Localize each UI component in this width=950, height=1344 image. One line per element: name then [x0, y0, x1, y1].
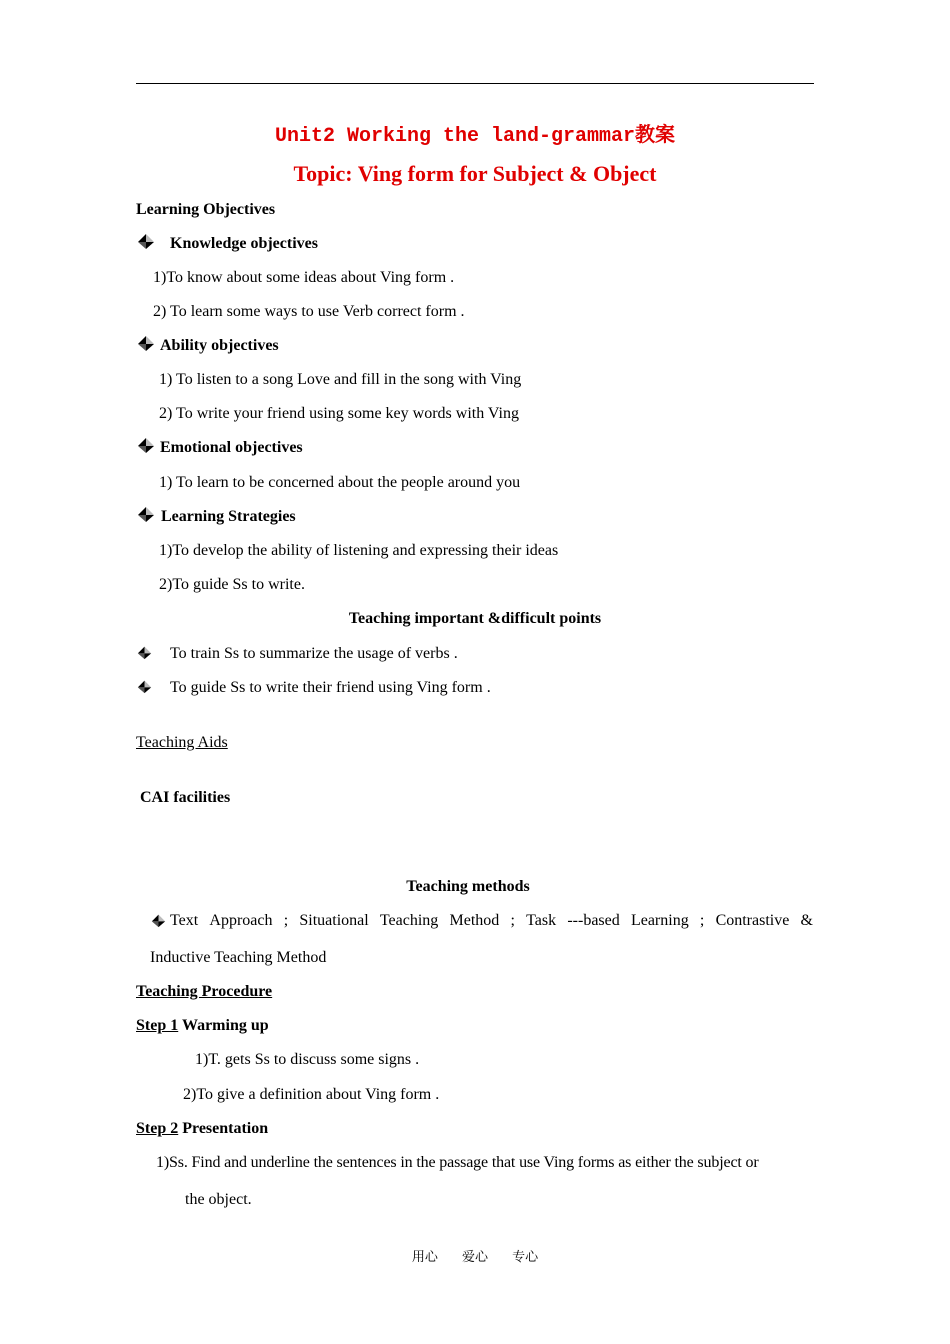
footer-word-2: 爱心 — [461, 1250, 488, 1265]
method-word: ; — [699, 912, 705, 929]
method-word: & — [800, 912, 813, 929]
step-1-title: Warming up — [178, 1017, 269, 1034]
teaching-methods-heading: Teaching methods — [406, 878, 530, 895]
method-word: Method — [449, 912, 500, 929]
knowledge-objectives-label: Knowledge objectives — [170, 235, 318, 252]
teaching-aids-heading: Teaching Aids — [136, 734, 228, 751]
step-2-line-1: 1)Ss. Find and underline the sentences in the passage that use Ving forms as either the subject or — [156, 1154, 759, 1171]
teaching-procedure-heading: Teaching Procedure — [136, 983, 273, 1000]
method-word: ; — [283, 912, 289, 929]
page-title: Unit2 Working the land-grammar教案 — [274, 125, 676, 148]
header-rule — [136, 83, 814, 84]
emotional-objectives-label: Emotional objectives — [160, 439, 303, 456]
method-word: Text — [170, 912, 199, 929]
knowledge-item-2: 2) To learn some ways to use Verb correct form . — [153, 303, 465, 320]
step-1-label: Step 1 — [136, 1017, 179, 1034]
key-point-item-2: To guide Ss to write their friend using Ving form . — [170, 679, 491, 696]
teaching-methods-line-2: Inductive Teaching Method — [150, 949, 327, 966]
strategy-item-2: 2)To guide Ss to write. — [159, 576, 305, 593]
step-2-label: Step 2 — [136, 1120, 179, 1137]
key-point-item-1: To train Ss to summarize the usage of verbs . — [170, 645, 458, 662]
diamond-bullet-icon — [137, 679, 152, 694]
step-1-item-1: 1)T. gets Ss to discuss some signs . — [195, 1051, 420, 1068]
step-2-heading — [136, 1119, 268, 1139]
ability-objectives-label: Ability objectives — [160, 337, 279, 354]
method-word: Teaching — [379, 912, 439, 929]
method-word: Task — [526, 912, 557, 929]
footer-word-3: 专心 — [512, 1250, 539, 1265]
method-word: Situational — [299, 912, 369, 929]
ability-item-2: 2) To write your friend using some key words with Ving — [159, 405, 519, 422]
diamond-bullet-icon — [151, 913, 166, 928]
learning-objectives-heading: Learning Objectives — [136, 201, 276, 218]
step-2-line-2: the object. — [185, 1191, 252, 1208]
knowledge-item-1: 1)To know about some ideas about Ving form . — [153, 269, 455, 286]
method-word: Approach — [209, 912, 273, 929]
teaching-methods-line-1 — [170, 911, 813, 931]
diamond-bullet-icon — [137, 232, 155, 250]
teaching-aids-value: CAI facilities — [140, 789, 231, 806]
ability-item-1: 1) To listen to a song Love and fill in the song with Ving — [159, 371, 522, 388]
method-word: ---based — [567, 912, 620, 929]
method-word: Contrastive — [715, 912, 790, 929]
footer-word-1: 用心 — [411, 1250, 438, 1265]
page-footer — [0, 1248, 950, 1268]
diamond-bullet-icon — [137, 436, 155, 454]
diamond-bullet-icon — [137, 645, 152, 660]
strategy-item-1: 1)To develop the ability of listening and expressing their ideas — [159, 542, 559, 559]
emotional-item-1: 1) To learn to be concerned about the people around you — [159, 474, 521, 491]
step-2-title: Presentation — [178, 1120, 269, 1137]
method-word: ; — [510, 912, 515, 929]
diamond-bullet-icon — [137, 334, 155, 352]
learning-strategies-label: Learning Strategies — [161, 508, 296, 525]
method-word: Learning — [630, 912, 689, 929]
key-points-heading: Teaching important &difficult points — [348, 610, 602, 627]
step-1-item-2: 2)To give a definition about Ving form . — [183, 1086, 440, 1103]
step-1-heading — [136, 1016, 269, 1036]
diamond-bullet-icon — [137, 505, 155, 523]
page-topic: Topic: Ving form for Subject & Object — [293, 161, 657, 186]
